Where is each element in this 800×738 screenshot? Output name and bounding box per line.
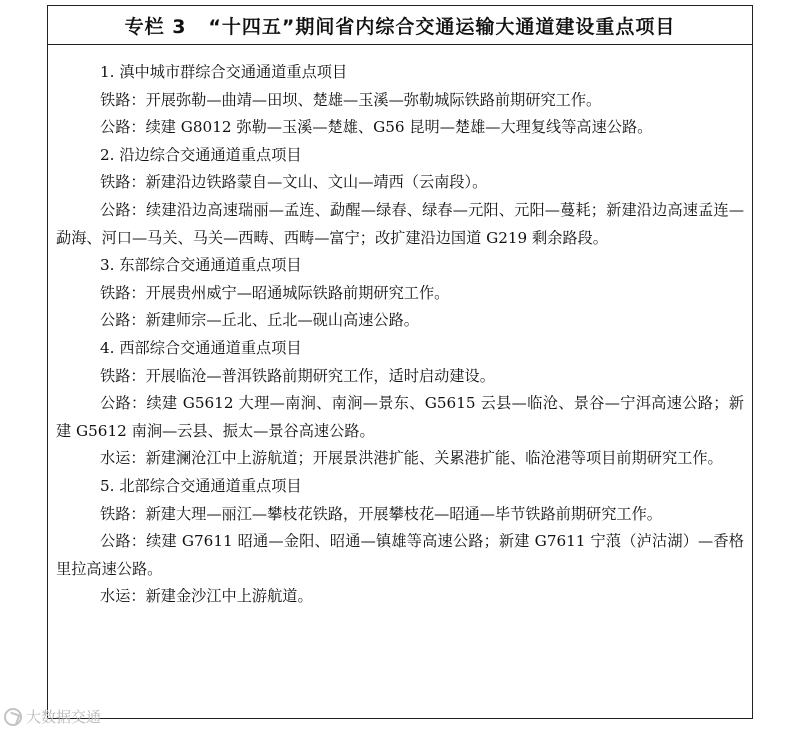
- item-text: 新建澜沧江中上游航道；开展景洪港扩能、关累港扩能、临沧港等项目前期研究工作。: [145, 449, 723, 468]
- project-item: [56, 445, 744, 473]
- project-item: [56, 114, 744, 142]
- project-item: [56, 363, 744, 391]
- section-title: 3. 东部综合交通通道重点项目: [100, 256, 302, 275]
- project-item: [56, 197, 744, 252]
- section-title: 5. 北部综合交通通道重点项目: [100, 476, 302, 495]
- item-label: 公路：: [100, 394, 147, 413]
- column-tag: 专栏 3: [124, 15, 187, 38]
- watermark-text: 大数据交通: [26, 708, 102, 726]
- item-label: 公路：: [100, 532, 147, 551]
- item-text: 新建金沙江中上游航道。: [145, 587, 313, 606]
- project-item: [56, 87, 744, 115]
- item-text: 新建沿边铁路蒙自—文山、文山—靖西（云南段）。: [145, 173, 488, 192]
- item-text: 续建沿边高速瑞丽—孟连、勐醒—绿春、绿春—元阳、元阳—蔓耗；新建沿边高速孟连—勐海、河口—马关、马关—西畴、西畴—富宁；改扩建沿边国道 G219 剩余路段。: [56, 200, 745, 247]
- table-header: [48, 6, 752, 45]
- item-text: 开展贵州威宁—昭通城际铁路前期研究工作。: [145, 283, 450, 302]
- section-title: 2. 沿边综合交通通道重点项目: [100, 145, 302, 164]
- project-item: [56, 390, 744, 445]
- section-title: 1. 滇中城市群综合交通通道重点项目: [100, 63, 348, 81]
- project-item: [56, 280, 744, 308]
- project-item: [56, 528, 744, 583]
- item-text: 开展弥勒—曲靖—田坝、楚雄—玉溪—弥勒城际铁路前期研究工作。: [145, 90, 602, 109]
- project-item: [56, 307, 744, 335]
- section-title: 4. 西部综合交通通道重点项目: [100, 338, 302, 357]
- item-label: 铁路：: [100, 504, 146, 523]
- item-text: 续建 G5612 大理—南涧、南涧—景东、G5615 云县—临沧、景谷—宁洱高速公路；新建 G5612 南涧—云县、振太—景谷高速公路。: [56, 394, 744, 440]
- content-body: [48, 45, 752, 611]
- project-item: [56, 169, 744, 197]
- item-label: 公路：: [100, 118, 146, 137]
- page-title: “十四五”期间省内综合交通运输大通道建设重点项目: [208, 15, 676, 38]
- item-label: 铁路：: [100, 173, 146, 192]
- wechat-logo-icon: [4, 708, 22, 726]
- item-text: 新建师宗—丘北、丘北—砚山高速公路。: [145, 311, 419, 330]
- project-item: [56, 501, 744, 529]
- item-text: 续建 G7611 昭通—金阳、昭通—镇雄等高速公路；新建 G7611 宁蒗（泸沽湖）—香格里拉高速公路。: [56, 532, 744, 578]
- item-label: 铁路：: [100, 90, 146, 109]
- item-text: 开展临沧—普洱铁路前期研究工作，适时启动建设。: [145, 366, 495, 385]
- item-label: 水运：: [100, 449, 146, 468]
- project-table: [47, 5, 753, 719]
- project-item: [56, 583, 744, 611]
- item-label: 公路：: [100, 200, 147, 219]
- item-text: 续建 G8012 弥勒—玉溪—楚雄、G56 昆明—楚雄—大理复线等高速公路。: [145, 118, 653, 137]
- item-label: 铁路：: [100, 283, 146, 302]
- item-label: 公路：: [100, 311, 146, 330]
- item-text: 新建大理—丽江—攀枝花铁路，开展攀枝花—昭通—毕节铁路前期研究工作。: [145, 504, 662, 523]
- watermark: [4, 706, 101, 727]
- item-label: 水运：: [100, 587, 146, 606]
- item-label: 铁路：: [100, 366, 146, 385]
